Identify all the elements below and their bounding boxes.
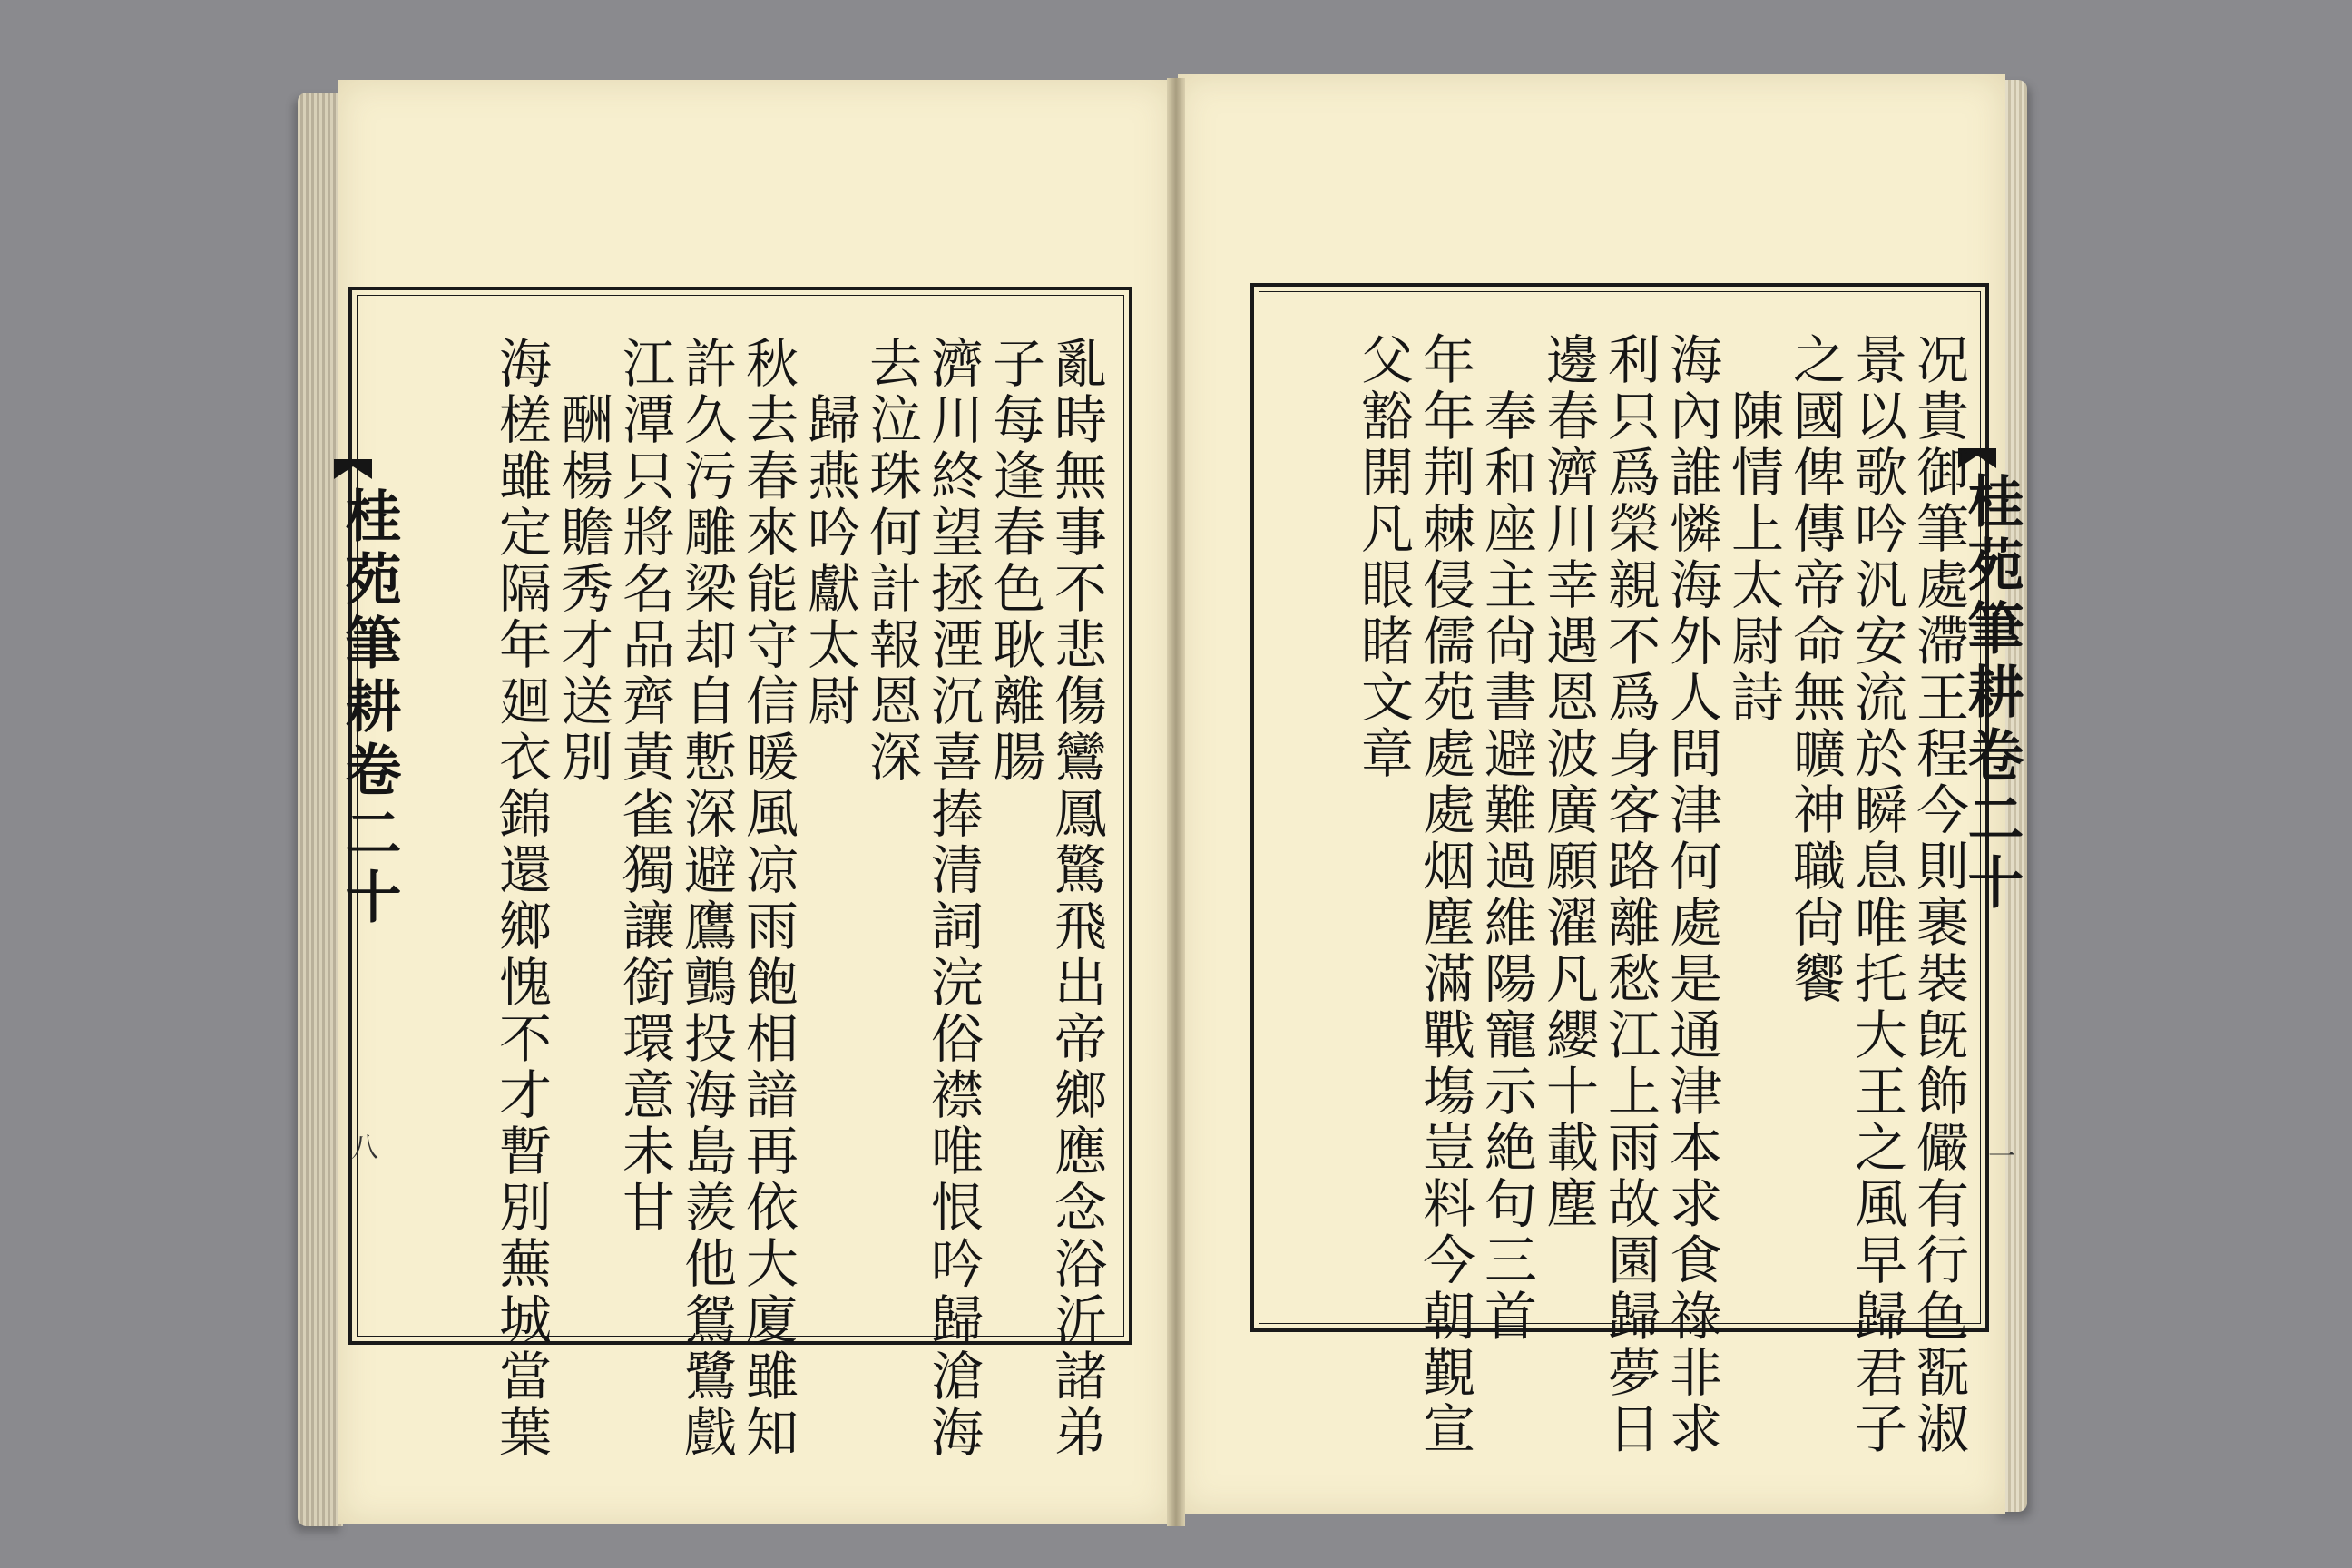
right-margin-title: 桂苑筆耕卷二十 xyxy=(1958,472,2024,916)
left-folio-number: 八 xyxy=(346,1132,377,1160)
text-column: 景以歌吟汎安流於瞬息唯托大王之風早歸君子 xyxy=(1846,332,1907,1457)
text-column: 之國俾傳帝命無曠神職尙饗 xyxy=(1784,332,1846,1007)
left-page-text xyxy=(490,336,1107,1461)
text-column: 濟川終望拯湮沉喜捧清詞浣俗襟唯恨吟歸滄海 xyxy=(922,336,984,1461)
text-column: 年年荆棘侵儒苑處處烟塵滿戰塲豈料今朝覲宣 xyxy=(1414,332,1475,1457)
text-column: 父豁開凡眼睹文章 xyxy=(1352,332,1414,782)
text-column: 子每逢春色耿離腸 xyxy=(984,336,1045,786)
left-margin-title: 桂苑筆耕卷二十 xyxy=(336,486,402,931)
text-column: 亂時無事不悲傷鸞鳳驚飛出帝鄉應念浴沂諸弟 xyxy=(1045,336,1107,1461)
text-column: 利只爲榮親不爲身客路離愁江上雨故園歸夢日 xyxy=(1599,332,1661,1457)
text-column: 秋去春來能守信暖風凉雨飽相諳再依大廈雖知 xyxy=(737,336,799,1461)
text-column: 邊春濟川幸遇恩波廣願濯凡纓十載塵 xyxy=(1537,332,1599,1232)
fish-tail-mark-left xyxy=(334,459,372,479)
text-column: 陳情上太尉詩 xyxy=(1722,388,1784,726)
right-folio-number: 一 xyxy=(1983,1142,2014,1169)
right-page-text xyxy=(1352,332,1969,1457)
book-gutter xyxy=(1167,78,1185,1526)
text-column: 去泣珠何計報恩深 xyxy=(860,336,922,786)
text-column: 奉和座主尙書避難過維陽寵示絶句三首 xyxy=(1475,388,1537,1345)
text-column: 歸燕吟獻太尉 xyxy=(799,392,860,730)
text-column: 江潭只將名品齊黃雀獨讓銜環意未甘 xyxy=(613,336,675,1236)
text-column: 海內誰憐海外人問津何處是通津本求食祿非求 xyxy=(1661,332,1722,1457)
text-column: 酬楊贍秀才送別 xyxy=(552,392,613,786)
text-column: 海槎雖定隔年廻衣錦還鄉愧不才暫別蕪城當葉 xyxy=(490,336,552,1461)
text-column: 許久污雕梁却自慙深避鷹鸇投海島羨他鴛鷺戲 xyxy=(675,336,737,1461)
text-column: 况貴御筆處滯王程今則裹裝旣飾儼有行色翫淑 xyxy=(1907,332,1969,1457)
